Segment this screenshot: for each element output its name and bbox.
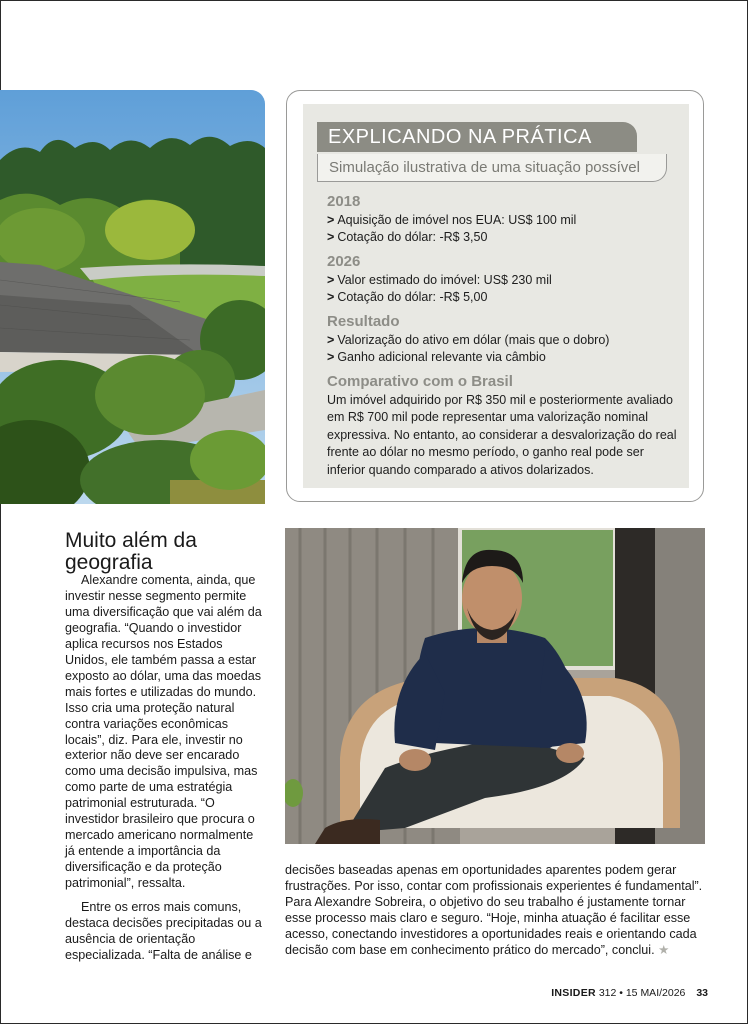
section-resultado bbox=[327, 313, 677, 366]
section-heading: 2026 bbox=[327, 253, 361, 270]
paragraph: Entre os erros mais comuns, destaca decisões precipitadas ou a ausência de orientação especializada. “Falta de análise e bbox=[65, 900, 262, 962]
comparison-text: Um imóvel adquirido por R$ 350 mil e posteriormente avaliado em R$ 700 mil pode representar uma valorização nominal expressiva. No entanto, ao considerar a desvalorização do real frente ao dólar no mesmo período, o ganho real pode ser inferior quando comparado a ativos dolarizados. bbox=[327, 393, 677, 477]
section-2018 bbox=[327, 193, 677, 246]
paragraph: decisões baseadas apenas em oportunidades aparentes podem gerar frustrações. Por isso, contar com profissionais experientes é fundamental”. Para Alexandre Sobreira, o objetivo do seu trabalho é justamente tornar esse processo mais claro e seguro. “Hoje, minha atuação é facilitar esse acesso, conectando investidores a oportunidades reais e orientando cada decisão com base em conhecimento prático do mercado”, conclui. ★ bbox=[285, 863, 703, 957]
arrow-icon: > bbox=[327, 333, 335, 347]
magazine-brand: INSIDER bbox=[551, 987, 596, 999]
house-photo bbox=[0, 90, 265, 504]
right-column bbox=[285, 863, 710, 959]
arrow-icon: > bbox=[327, 350, 335, 364]
section-heading: 2018 bbox=[327, 193, 361, 210]
issue-info: 312 • 15 MAI/2026 bbox=[598, 987, 686, 999]
article-heading: Muito além da geografia bbox=[65, 529, 197, 574]
section-heading: Resultado bbox=[327, 313, 400, 330]
arrow-icon: > bbox=[327, 230, 335, 244]
section-line: > Ganho adicional relevante via câmbio bbox=[327, 350, 546, 364]
portrait-photo bbox=[285, 528, 705, 844]
section-line: > Valorização do ativo em dólar (mais que o dobro) bbox=[327, 333, 610, 347]
comparison-heading: Comparativo com o Brasil bbox=[327, 373, 513, 390]
section-line: > Cotação do dólar: -R$ 5,00 bbox=[327, 290, 488, 304]
page-footer bbox=[551, 987, 708, 999]
arrow-icon: > bbox=[327, 290, 335, 304]
paragraph: Alexandre comenta, ainda, que investir nesse segmento permite uma diversificação que vai além da geografia. “Quando o investidor aplica recursos nos Estados Unidos, ele também passa a estar exposto ao dólar, uma das moedas mais fortes e utilizadas do mundo. Isso cria uma proteção natural contra variações econômicas locais”, diz. Para ele, investir no exterior não deve ser encarado como uma decisão impulsiva, mas como parte de uma estratégia patrimonial estruturada. “O investidor brasileiro que procura o mercado americano normalmente já entende a importância da diversificação e da proteção patrimonial”, ressalta. bbox=[65, 573, 262, 891]
info-box-subtitle: Simulação ilustrativa de uma situação possível bbox=[317, 154, 667, 182]
section-2026 bbox=[327, 253, 677, 306]
section-line: > Valor estimado do imóvel: US$ 230 mil bbox=[327, 273, 552, 287]
star-icon: ★ bbox=[658, 942, 670, 957]
left-column bbox=[65, 573, 265, 964]
info-box-title: EXPLICANDO NA PRÁTICA bbox=[317, 122, 637, 152]
arrow-icon: > bbox=[327, 273, 335, 287]
arrow-icon: > bbox=[327, 213, 335, 227]
section-line: > Cotação do dólar: -R$ 3,50 bbox=[327, 230, 488, 244]
section-line: > Aquisição de imóvel nos EUA: US$ 100 mil bbox=[327, 213, 577, 227]
page-number: 33 bbox=[696, 987, 708, 999]
section-comparativo bbox=[327, 373, 677, 479]
